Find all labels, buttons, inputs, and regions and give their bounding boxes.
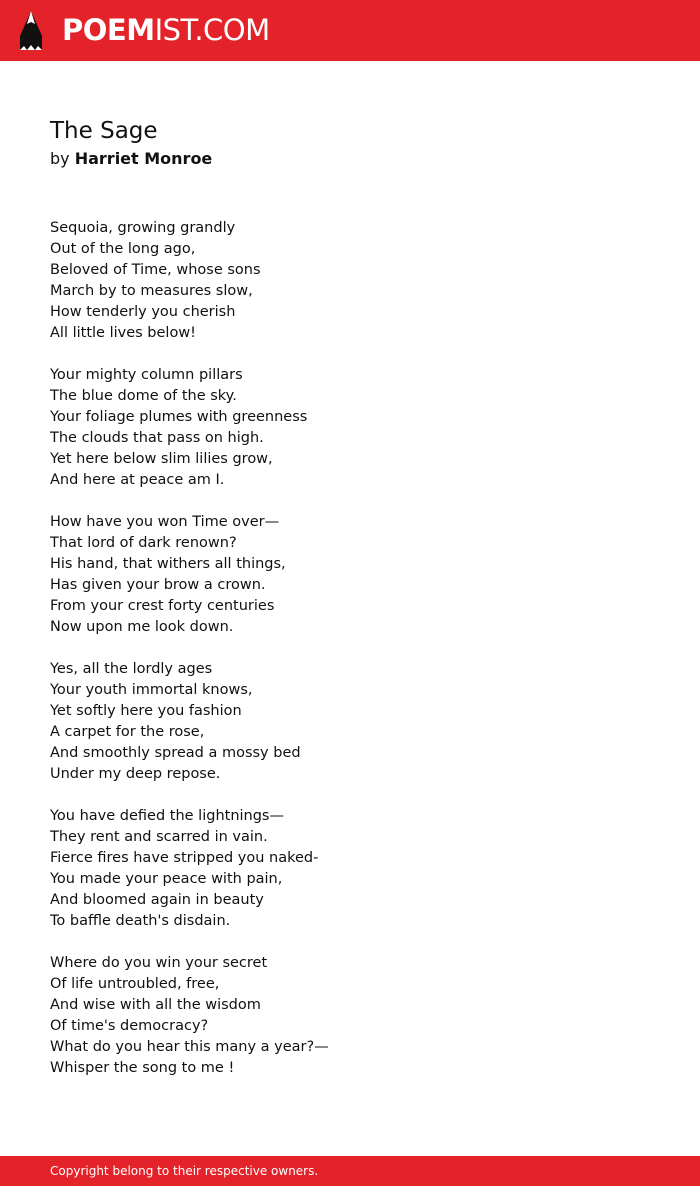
poem-line: Your foliage plumes with greenness bbox=[50, 409, 308, 425]
brand-light-text: IST.COM bbox=[154, 13, 270, 47]
poem-author: Harriet Monroe bbox=[74, 149, 213, 168]
poem-stanza bbox=[50, 365, 650, 491]
poem-stanza bbox=[50, 806, 650, 932]
poem-line: Yes, all the lordly ages bbox=[50, 661, 213, 677]
site-logo-text[interactable] bbox=[62, 12, 270, 48]
poem-line: Your youth immortal knows, bbox=[50, 682, 253, 698]
poem-stanza bbox=[50, 659, 650, 785]
by-label: by bbox=[50, 149, 70, 168]
poem-line: The blue dome of the sky. bbox=[50, 388, 237, 404]
poem-line: Under my deep repose. bbox=[50, 766, 221, 782]
poem-line: Out of the long ago, bbox=[50, 241, 196, 257]
poem-line: And bloomed again in beauty bbox=[50, 892, 264, 908]
poem-line: Whisper the song to me ! bbox=[50, 1060, 235, 1076]
poem-line: You have defied the lightnings— bbox=[50, 808, 284, 824]
poem-line: How tenderly you cherish bbox=[50, 304, 236, 320]
poem-line: What do you hear this many a year?— bbox=[50, 1039, 329, 1055]
poem-stanza bbox=[50, 953, 650, 1079]
poem-line: March by to measures slow, bbox=[50, 283, 253, 299]
poem-line: From your crest forty centuries bbox=[50, 598, 275, 614]
poem-stanza bbox=[50, 218, 650, 344]
poem-line: Of time's democracy? bbox=[50, 1018, 209, 1034]
pen-nib-icon[interactable] bbox=[18, 10, 44, 52]
poem-line: His hand, that withers all things, bbox=[50, 556, 286, 572]
poem-line: And smoothly spread a mossy bed bbox=[50, 745, 301, 761]
poem-line: Your mighty column pillars bbox=[50, 367, 243, 383]
poem-stanza bbox=[50, 512, 650, 638]
site-header bbox=[0, 0, 700, 61]
poem-body bbox=[50, 218, 650, 1100]
poem-line: They rent and scarred in vain. bbox=[50, 829, 268, 845]
brand-bold-text: POEM bbox=[62, 13, 155, 47]
poem-line: And here at peace am I. bbox=[50, 472, 225, 488]
poem-title: The Sage bbox=[50, 118, 158, 144]
poem-line: A carpet for the rose, bbox=[50, 724, 205, 740]
poem-byline bbox=[50, 148, 212, 170]
poem-line: Of life untroubled, free, bbox=[50, 976, 220, 992]
poem-line: The clouds that pass on high. bbox=[50, 430, 264, 446]
poem-line: How have you won Time over— bbox=[50, 514, 280, 530]
poem-line: Fierce fires have stripped you naked- bbox=[50, 850, 319, 866]
poem-line: All little lives below! bbox=[50, 325, 196, 341]
poem-line: Yet softly here you fashion bbox=[50, 703, 242, 719]
site-footer bbox=[0, 1156, 700, 1186]
poem-line: You made your peace with pain, bbox=[50, 871, 283, 887]
copyright-notice: Copyright belong to their respective owners. bbox=[50, 1164, 319, 1178]
poem-line: Now upon me look down. bbox=[50, 619, 234, 635]
poem-line: That lord of dark renown? bbox=[50, 535, 237, 551]
poem-line: Sequoia, growing grandly bbox=[50, 220, 236, 236]
poem-line: Where do you win your secret bbox=[50, 955, 268, 971]
poem-line: Yet here below slim lilies grow, bbox=[50, 451, 273, 467]
poem-line: Beloved of Time, whose sons bbox=[50, 262, 261, 278]
poem-line: Has given your brow a crown. bbox=[50, 577, 266, 593]
poem-line: To baffle death's disdain. bbox=[50, 913, 231, 929]
poem-line: And wise with all the wisdom bbox=[50, 997, 261, 1013]
